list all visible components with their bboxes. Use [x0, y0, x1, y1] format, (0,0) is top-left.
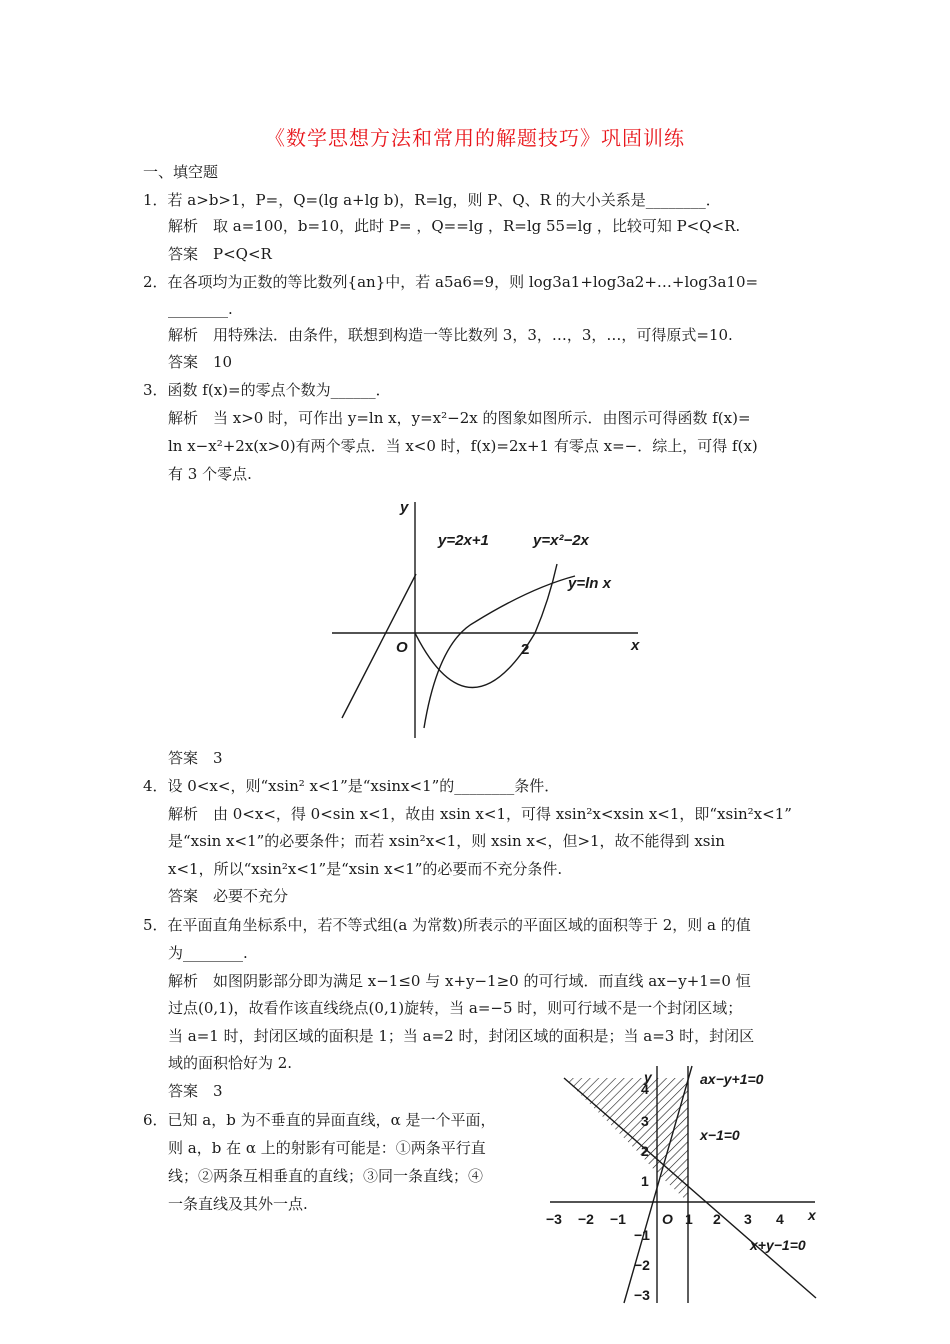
- fig1-y-label: y: [400, 499, 409, 516]
- fig2-y-tick-2: 2: [641, 1143, 649, 1159]
- q6-line4: 一条直线及其外一点.: [168, 1195, 308, 1213]
- label-line-equation: y=2x+1: [438, 532, 489, 549]
- q5-analysis-line4: 域的面积恰好为 2.: [168, 1054, 293, 1072]
- q3-question: 3．函数 f(x)=的零点个数为______．: [143, 381, 391, 399]
- q3-analysis-line3: 有 3 个零点.: [168, 465, 252, 483]
- q2-question-line1: 2．在各项均为正数的等比数列{an}中，若 a5a6=9，则 log3a1+log3a2+…+log3a10=: [143, 273, 759, 291]
- label-parabola-equation: y=x²−2x: [533, 532, 589, 549]
- line-x-plus-y-minus-1: [564, 1078, 816, 1298]
- figure-feasible-region: [540, 1060, 845, 1310]
- q6-line2: 则 a，b 在 α 上的射影有可能是：①两条平行直: [168, 1139, 486, 1157]
- parabola-curve: [415, 564, 557, 688]
- q2-question-line2: ________.: [168, 300, 233, 318]
- q3-answer: 答案 3: [168, 749, 223, 767]
- q4-answer: 答案 必要不充分: [168, 887, 289, 905]
- fig1-x-label: x: [631, 637, 640, 654]
- q6-line1: 6．已知 a，b 为不垂直的异面直线，α 是一个平面，: [143, 1111, 496, 1129]
- page-title: 《数学思想方法和常用的解题技巧》巩固训练: [265, 126, 685, 150]
- fig2-x-label: x: [808, 1207, 816, 1223]
- q1-question: 1．若 a>b>1，P=，Q=(lg a+lg b)，R=lg，则 P、Q、R 的大小关系是________．: [143, 191, 721, 209]
- fig2-y-tick-3: 3: [641, 1113, 649, 1129]
- fig2-x-tick-4: 4: [776, 1211, 784, 1227]
- q6-line3: 线；②两条互相垂直的直线；③同一条直线；④: [168, 1167, 484, 1185]
- q4-analysis-line3: x<1，所以“xsin²x<1”是“xsin x<1”的必要而不充分条件.: [168, 860, 563, 878]
- fig1-tick-2: 2: [521, 641, 530, 658]
- q3-analysis-line1: 解析 当 x>0 时，可作出 y=ln x，y=x²−2x 的图象如图所示．由图示可得函数 f(x)=: [168, 409, 751, 427]
- ln-curve: [424, 576, 575, 728]
- q5-analysis-line1: 解析 如图阴影部分即为满足 x−1≤0 与 x+y−1≥0 的可行域．而直线 ax−y+1=0 恒: [168, 972, 751, 990]
- q1-analysis: 解析 取 a=100，b=10，此时 P= ，Q==lg ，R=lg 55=lg ，比较可知 P<Q<R.: [168, 217, 741, 235]
- fig2-y-label: y: [644, 1069, 652, 1085]
- fig2-x-tick-2: 2: [713, 1211, 721, 1227]
- q4-question: 4．设 0<x<，则“xsin² x<1”是“xsinx<1”的________条件．: [143, 777, 560, 795]
- q2-answer: 答案 10: [168, 353, 233, 371]
- label-ax-y-1: ax−y+1=0: [700, 1071, 764, 1087]
- label-x-1: x−1=0: [700, 1127, 740, 1143]
- q5-question-line2: 为________.: [168, 944, 248, 962]
- fig2-y-tick-neg3: −3: [634, 1287, 650, 1303]
- section-heading: 一、填空题: [143, 163, 219, 181]
- q2-analysis: 解析 用特殊法．由条件，联想到构造一等比数列 3，3，…，3，…，可得原式=10.: [168, 326, 733, 344]
- fig2-y-tick-neg2: −2: [634, 1257, 650, 1273]
- label-x-y-1: x+y−1=0: [750, 1237, 806, 1253]
- q5-analysis-line3: 当 a=1 时，封闭区域的面积是 1；当 a=2 时，封闭区域的面积是；当 a=3 时，封闭区: [168, 1027, 755, 1045]
- fig2-x-tick-neg2: −2: [578, 1211, 594, 1227]
- q5-analysis-line2: 过点(0,1)，故看作该直线绕点(0,1)旋转，当 a=−5 时，则可行域不是一个封闭区域；: [168, 999, 743, 1017]
- fig2-x-tick-neg1: −1: [610, 1211, 626, 1227]
- fig2-x-tick-1: 1: [685, 1211, 693, 1227]
- q5-question-line1: 5．在平面直角坐标系中，若不等式组(a 为常数)所表示的平面区域的面积等于 2，则 a 的值: [143, 916, 751, 934]
- fig2-y-tick-neg1: −1: [634, 1227, 650, 1243]
- fig2-y-tick-4: 4: [641, 1081, 649, 1097]
- q5-answer: 答案 3: [168, 1082, 223, 1100]
- label-log-equation: y=ln x: [568, 575, 611, 592]
- q4-analysis-line2: 是“xsin x<1”的必要条件；而若 xsin²x<1，则 xsin x<，但>1，故不能得到 xsin: [168, 832, 725, 850]
- q4-analysis-line1: 解析 由 0<x<，得 0<sin x<1，故由 xsin x<1，可得 xsin²x<xsin x<1，即“xsin²x<1”: [168, 805, 792, 823]
- figure-zero-points-graph: [320, 492, 650, 742]
- fig2-x-tick-3: 3: [744, 1211, 752, 1227]
- q1-answer: 答案 P<Q<R: [168, 245, 272, 263]
- shaded-region: [564, 1078, 688, 1202]
- q3-analysis-line2: ln x−x²+2x(x>0)有两个零点．当 x<0 时，f(x)=2x+1 有零点 x=−．综上，可得 f(x): [168, 437, 758, 455]
- fig2-x-tick-neg3: −3: [546, 1211, 562, 1227]
- fig2-y-tick-1: 1: [641, 1173, 649, 1189]
- fig1-origin-label: O: [396, 639, 408, 656]
- fig2-origin-label: O: [662, 1211, 673, 1227]
